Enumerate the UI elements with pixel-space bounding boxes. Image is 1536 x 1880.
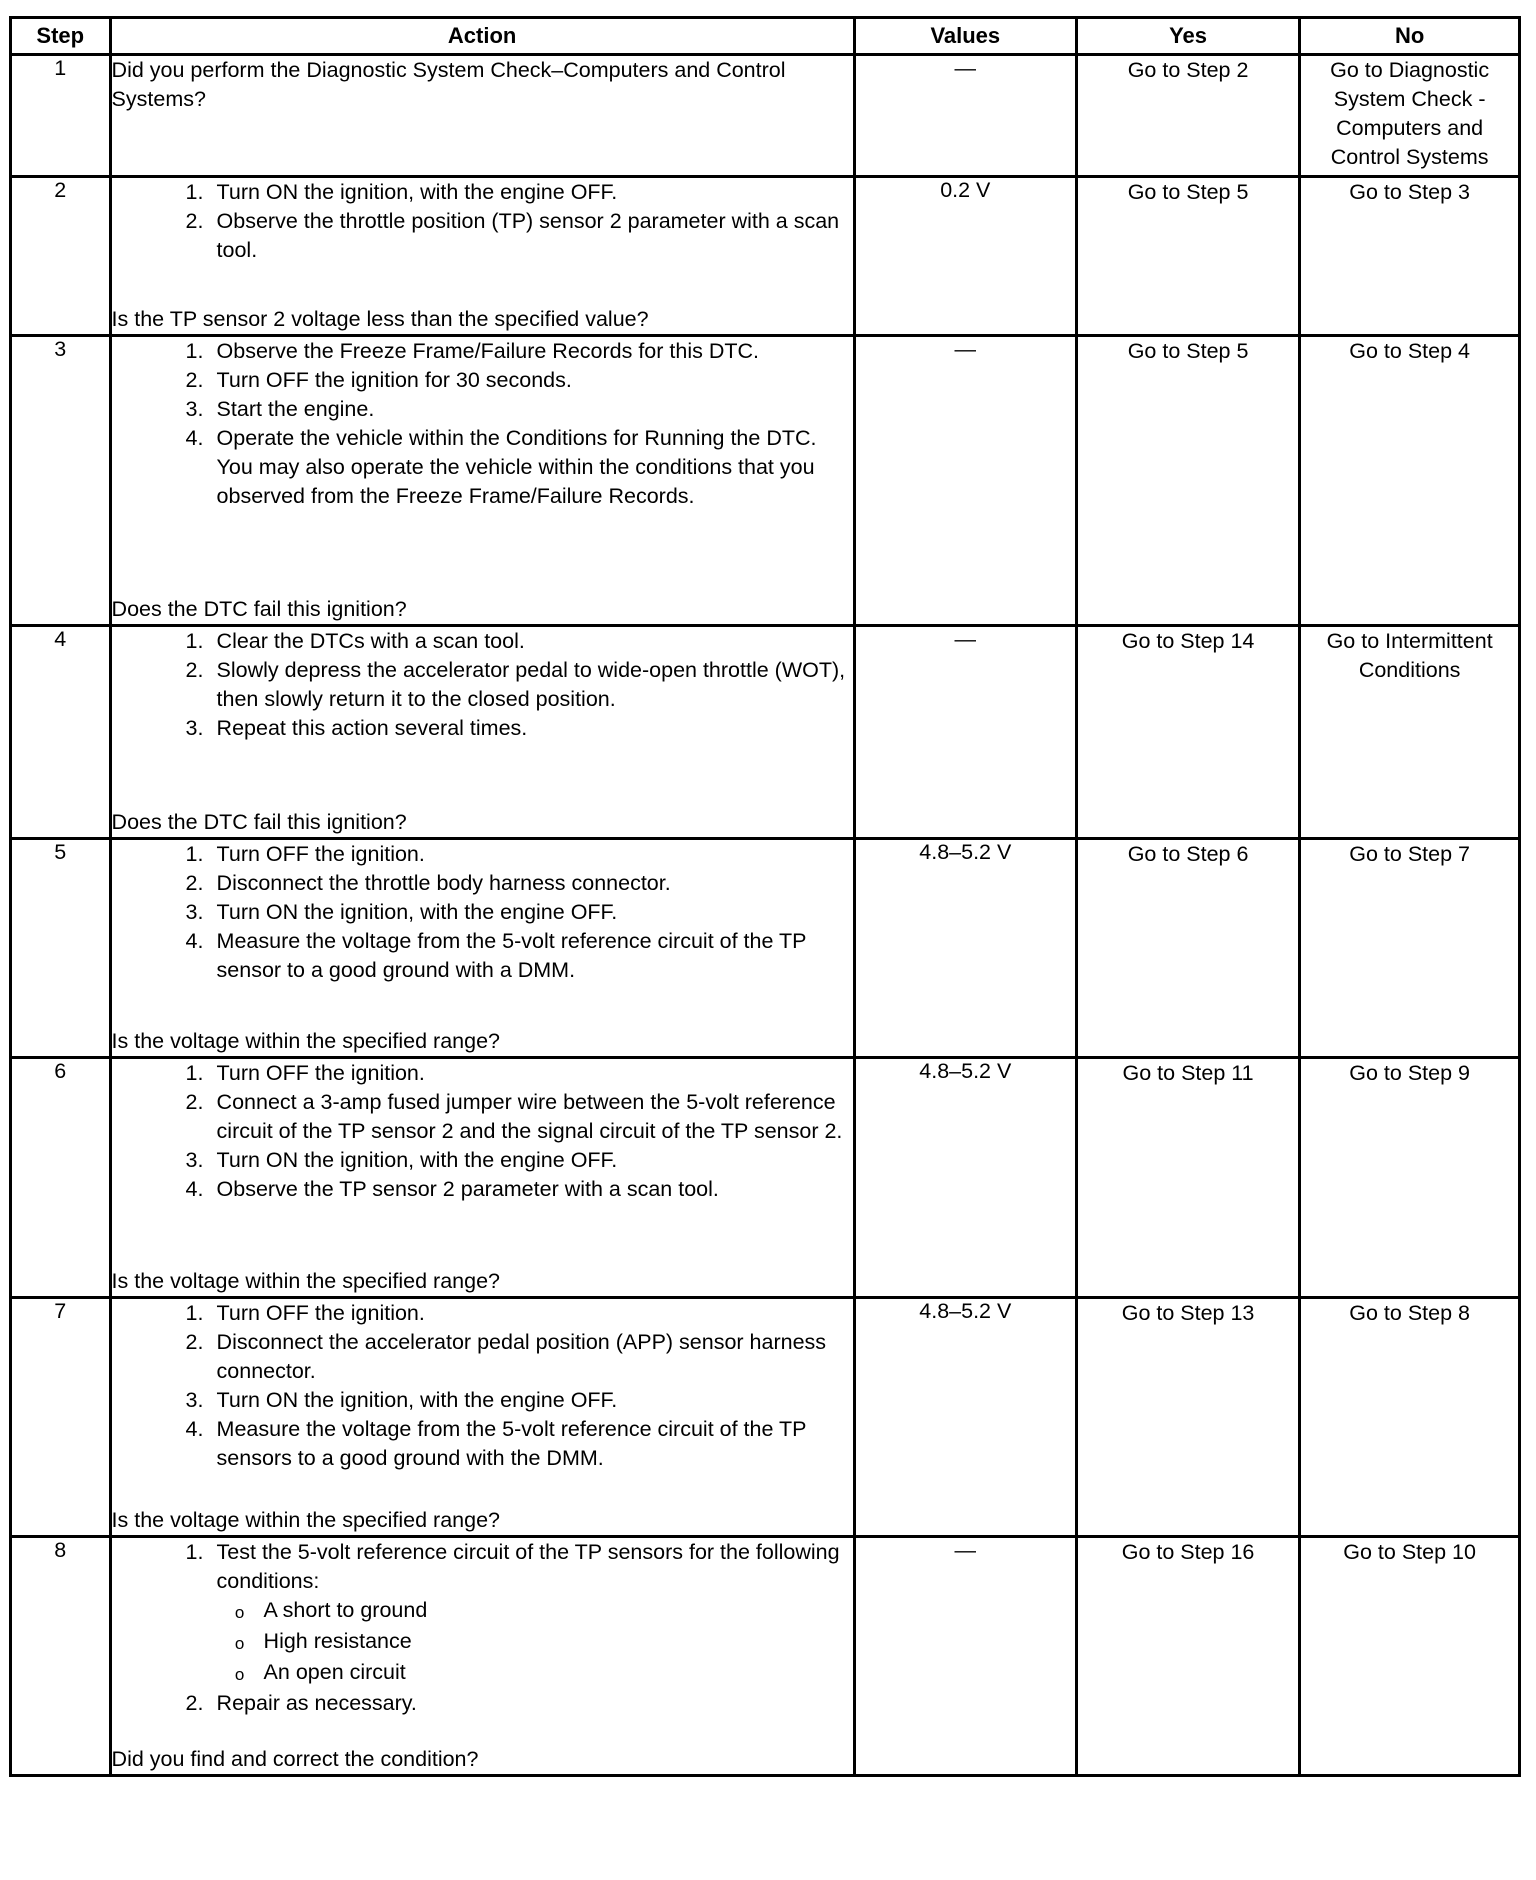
no-link[interactable]: Go to Diagnostic System Check - Computers and Control Systems — [1300, 55, 1520, 177]
diagnostic-table-sheet — [9, 16, 1521, 1777]
step-item-text-content: Start the engine. — [216, 397, 375, 421]
step-item-text — [216, 366, 853, 395]
step-item-text-content: Slowly depress the accelerator pedal to wide-open throttle (WOT), then slowly return it to the closed position. — [216, 658, 846, 711]
step-item-text — [216, 714, 853, 743]
step-item-text — [216, 840, 853, 869]
action-cell — [110, 839, 854, 1058]
table-row — [11, 177, 1520, 336]
table-row — [11, 1058, 1520, 1298]
step-item-text-content: Measure the voltage from the 5-volt reference circuit of the TP sensors to a good ground with the DMM. — [216, 1417, 807, 1470]
action-step-item — [112, 337, 853, 366]
yes-link[interactable]: Go to Step 2 — [1076, 55, 1299, 177]
step-item-number: 4. — [185, 1417, 204, 1441]
step-item-text-content: Observe the Freeze Frame/Failure Records for this DTC. — [216, 339, 759, 363]
no-link[interactable]: Go to Step 4 — [1300, 336, 1520, 626]
action-content — [112, 627, 853, 837]
action-question: Is the voltage within the specified range? — [111, 1029, 500, 1053]
step-item-number: 3. — [185, 716, 204, 740]
step-item-text — [216, 1689, 853, 1718]
step-item-text-content: Turn ON the ignition, with the engine OFF. — [216, 900, 618, 924]
step-item-text — [216, 898, 853, 927]
sub-item-text: High resistance — [263, 1629, 412, 1653]
no-link[interactable]: Go to Step 10 — [1300, 1537, 1520, 1776]
action-steps — [112, 178, 853, 265]
action-step-item — [112, 656, 853, 714]
action-steps — [112, 1059, 853, 1204]
step-item-text-content: Clear the DTCs with a scan tool. — [216, 629, 525, 653]
step-item-text — [216, 1328, 853, 1386]
step-number: 3 — [11, 336, 111, 626]
step-item-number: 3. — [185, 1148, 204, 1172]
step-item-text-content: Turn ON the ignition, with the engine OFF. — [216, 1148, 618, 1172]
action-question: Did you find and correct the condition? — [111, 1747, 479, 1771]
yes-link[interactable]: Go to Step 11 — [1076, 1058, 1299, 1298]
action-cell — [110, 177, 854, 336]
step-item-text-content: Observe the throttle position (TP) sensor 2 parameter with a scan tool. — [216, 209, 840, 262]
step-item-text-content: Turn OFF the ignition. — [216, 1301, 425, 1325]
step-item-text-content: Connect a 3-amp fused jumper wire between the 5-volt reference circuit of the TP sensor 2 and the signal circuit of the TP sensor 2. — [216, 1090, 843, 1143]
table-row — [11, 839, 1520, 1058]
action-step-item — [112, 898, 853, 927]
action-content — [112, 1299, 853, 1535]
action-step-item — [112, 1299, 853, 1328]
action-step-item — [112, 424, 853, 511]
step-item-number: 1. — [185, 180, 204, 204]
step-item-text — [216, 178, 853, 207]
step-item-text-content: Turn ON the ignition, with the engine OFF. — [216, 1388, 618, 1412]
header-action: Action — [110, 18, 854, 55]
action-question: Does the DTC fail this ignition? — [111, 597, 407, 621]
sub-item — [217, 1596, 853, 1627]
action-step-item — [112, 1386, 853, 1415]
value-cell: 4.8–5.2 V — [854, 1298, 1076, 1537]
yes-link[interactable]: Go to Step 14 — [1076, 626, 1299, 839]
step-item-text-content: Disconnect the throttle body harness connector. — [216, 871, 671, 895]
step-item-text — [216, 1538, 853, 1689]
value-cell: — — [854, 1537, 1076, 1776]
sub-item — [217, 1627, 853, 1658]
step-item-text — [216, 1088, 853, 1146]
action-intro: Did you perform the Diagnostic System Check–Computers and Control Systems? — [111, 58, 786, 111]
step-item-number: 2. — [185, 1691, 204, 1715]
step-number: 6 — [11, 1058, 111, 1298]
no-link[interactable]: Go to Intermittent Conditions — [1300, 626, 1520, 839]
action-step-item — [112, 627, 853, 656]
action-content — [112, 840, 853, 1056]
step-item-text — [216, 869, 853, 898]
step-item-text — [216, 395, 853, 424]
step-item-text — [216, 337, 853, 366]
action-step-item — [112, 1146, 853, 1175]
action-cell — [110, 1058, 854, 1298]
action-cell — [110, 626, 854, 839]
action-step-item — [112, 840, 853, 869]
action-content — [112, 337, 853, 624]
step-item-text-content: Turn OFF the ignition. — [216, 842, 425, 866]
table-row — [11, 626, 1520, 839]
action-step-item — [112, 869, 853, 898]
no-link[interactable]: Go to Step 8 — [1300, 1298, 1520, 1537]
step-item-text — [216, 1146, 853, 1175]
step-item-number: 2. — [185, 1330, 204, 1354]
value-cell: — — [854, 336, 1076, 626]
step-item-number: 4. — [185, 1177, 204, 1201]
step-item-text — [216, 1386, 853, 1415]
step-item-text — [216, 1059, 853, 1088]
step-item-number: 2. — [185, 209, 204, 233]
step-number: 5 — [11, 839, 111, 1058]
step-item-number: 1. — [185, 629, 204, 653]
table-row — [11, 55, 1520, 177]
action-question: Is the TP sensor 2 voltage less than the specified value? — [111, 307, 649, 331]
value-cell: — — [854, 55, 1076, 177]
action-content — [112, 1059, 853, 1296]
step-item-text — [216, 927, 853, 985]
action-steps — [112, 56, 853, 114]
step-item-text — [216, 1299, 853, 1328]
step-item-number: 3. — [185, 1388, 204, 1412]
step-item-text — [216, 656, 853, 714]
step-item-text-content: Repair as necessary. — [216, 1691, 417, 1715]
step-number: 4 — [11, 626, 111, 839]
yes-link[interactable]: Go to Step 13 — [1076, 1298, 1299, 1537]
bullet-icon: o — [234, 1634, 245, 1653]
step-item-number: 2. — [185, 1090, 204, 1114]
yes-link[interactable]: Go to Step 5 — [1076, 336, 1299, 626]
no-link[interactable]: Go to Step 9 — [1300, 1058, 1520, 1298]
step-item-text-content: Repeat this action several times. — [216, 716, 528, 740]
step-item-text — [216, 1175, 853, 1204]
step-item-number: 1. — [185, 1540, 204, 1564]
header-yes: Yes — [1076, 18, 1299, 55]
action-steps — [112, 337, 853, 511]
yes-link[interactable]: Go to Step 16 — [1076, 1537, 1299, 1776]
action-step-item — [112, 1328, 853, 1386]
step-number: 8 — [11, 1537, 111, 1776]
action-step-item — [112, 1088, 853, 1146]
no-link[interactable]: Go to Step 7 — [1300, 839, 1520, 1058]
action-steps — [112, 627, 853, 743]
step-item-text-content: Turn OFF the ignition. — [216, 1061, 425, 1085]
action-cell — [110, 336, 854, 626]
step-item-text-content: Disconnect the accelerator pedal position (APP) sensor harness connector. — [216, 1330, 827, 1383]
action-steps — [112, 1299, 853, 1473]
action-step-item — [112, 366, 853, 395]
step-item-number: 3. — [185, 397, 204, 421]
header-values: Values — [854, 18, 1076, 55]
yes-link[interactable]: Go to Step 6 — [1076, 839, 1299, 1058]
step-item-number: 2. — [185, 368, 204, 392]
step-item-number: 1. — [185, 1301, 204, 1325]
step-item-number: 1. — [185, 1061, 204, 1085]
action-steps — [112, 840, 853, 985]
value-cell: — — [854, 626, 1076, 839]
header-step: Step — [11, 18, 111, 55]
step-item-text-content: Observe the TP sensor 2 parameter with a scan tool. — [216, 1177, 719, 1201]
action-step-item — [112, 1538, 853, 1689]
step-item-text-content: Operate the vehicle within the Conditions for Running the DTC. You may also operate the vehicle within the conditions that you observed from the Freeze Frame/Failure Records. — [216, 426, 817, 508]
action-step-item — [112, 1415, 853, 1473]
step-item-text-content: Turn OFF the ignition for 30 seconds. — [216, 368, 572, 392]
sub-item-text: An open circuit — [263, 1660, 406, 1684]
table-row — [11, 1298, 1520, 1537]
step-item-text — [216, 207, 853, 265]
action-content — [112, 178, 853, 334]
step-item-number: 4. — [185, 929, 204, 953]
header-no: No — [1300, 18, 1520, 55]
action-step-item — [112, 395, 853, 424]
step-number: 7 — [11, 1298, 111, 1537]
action-step-item — [112, 927, 853, 985]
step-item-number: 3. — [185, 900, 204, 924]
action-step-item — [112, 1059, 853, 1088]
action-step-item — [112, 178, 853, 207]
action-step-item — [112, 1175, 853, 1204]
action-question: Does the DTC fail this ignition? — [111, 810, 407, 834]
diagnostic-table — [9, 16, 1521, 1777]
action-step-item — [112, 207, 853, 265]
yes-link[interactable]: Go to Step 5 — [1076, 177, 1299, 336]
table-header-row — [11, 18, 1520, 55]
table-row — [11, 1537, 1520, 1776]
sub-item — [217, 1658, 853, 1689]
step-item-text — [216, 627, 853, 656]
action-cell — [110, 1298, 854, 1537]
value-cell: 0.2 V — [854, 177, 1076, 336]
step-item-text-content: Measure the voltage from the 5-volt reference circuit of the TP sensor to a good ground with a DMM. — [216, 929, 807, 982]
step-item-number: 1. — [185, 842, 204, 866]
step-item-number: 4. — [185, 426, 204, 450]
step-item-text-content: Test the 5-volt reference circuit of the TP sensors for the following conditions: — [216, 1540, 840, 1593]
step-item-number: 2. — [185, 658, 204, 682]
action-step-item — [112, 714, 853, 743]
action-content — [112, 1538, 853, 1774]
action-question: Is the voltage within the specified range? — [111, 1508, 500, 1532]
value-cell: 4.8–5.2 V — [854, 839, 1076, 1058]
table-row — [11, 336, 1520, 626]
step-item-number: 2. — [185, 871, 204, 895]
step-item-text — [216, 1415, 853, 1473]
action-step-item — [112, 1689, 853, 1718]
action-steps — [112, 1538, 853, 1718]
action-cell — [110, 1537, 854, 1776]
step-item-text-content: Turn ON the ignition, with the engine OFF. — [216, 180, 618, 204]
sub-item-text: A short to ground — [263, 1598, 428, 1622]
action-content — [112, 56, 853, 175]
step-number: 1 — [11, 55, 111, 177]
no-link[interactable]: Go to Step 3 — [1300, 177, 1520, 336]
bullet-icon: o — [234, 1603, 245, 1622]
bullet-icon: o — [234, 1665, 245, 1684]
action-question: Is the voltage within the specified range? — [111, 1269, 500, 1293]
step-number: 2 — [11, 177, 111, 336]
step-item-number: 1. — [185, 339, 204, 363]
value-cell: 4.8–5.2 V — [854, 1058, 1076, 1298]
action-cell — [110, 55, 854, 177]
step-item-text — [216, 424, 853, 511]
